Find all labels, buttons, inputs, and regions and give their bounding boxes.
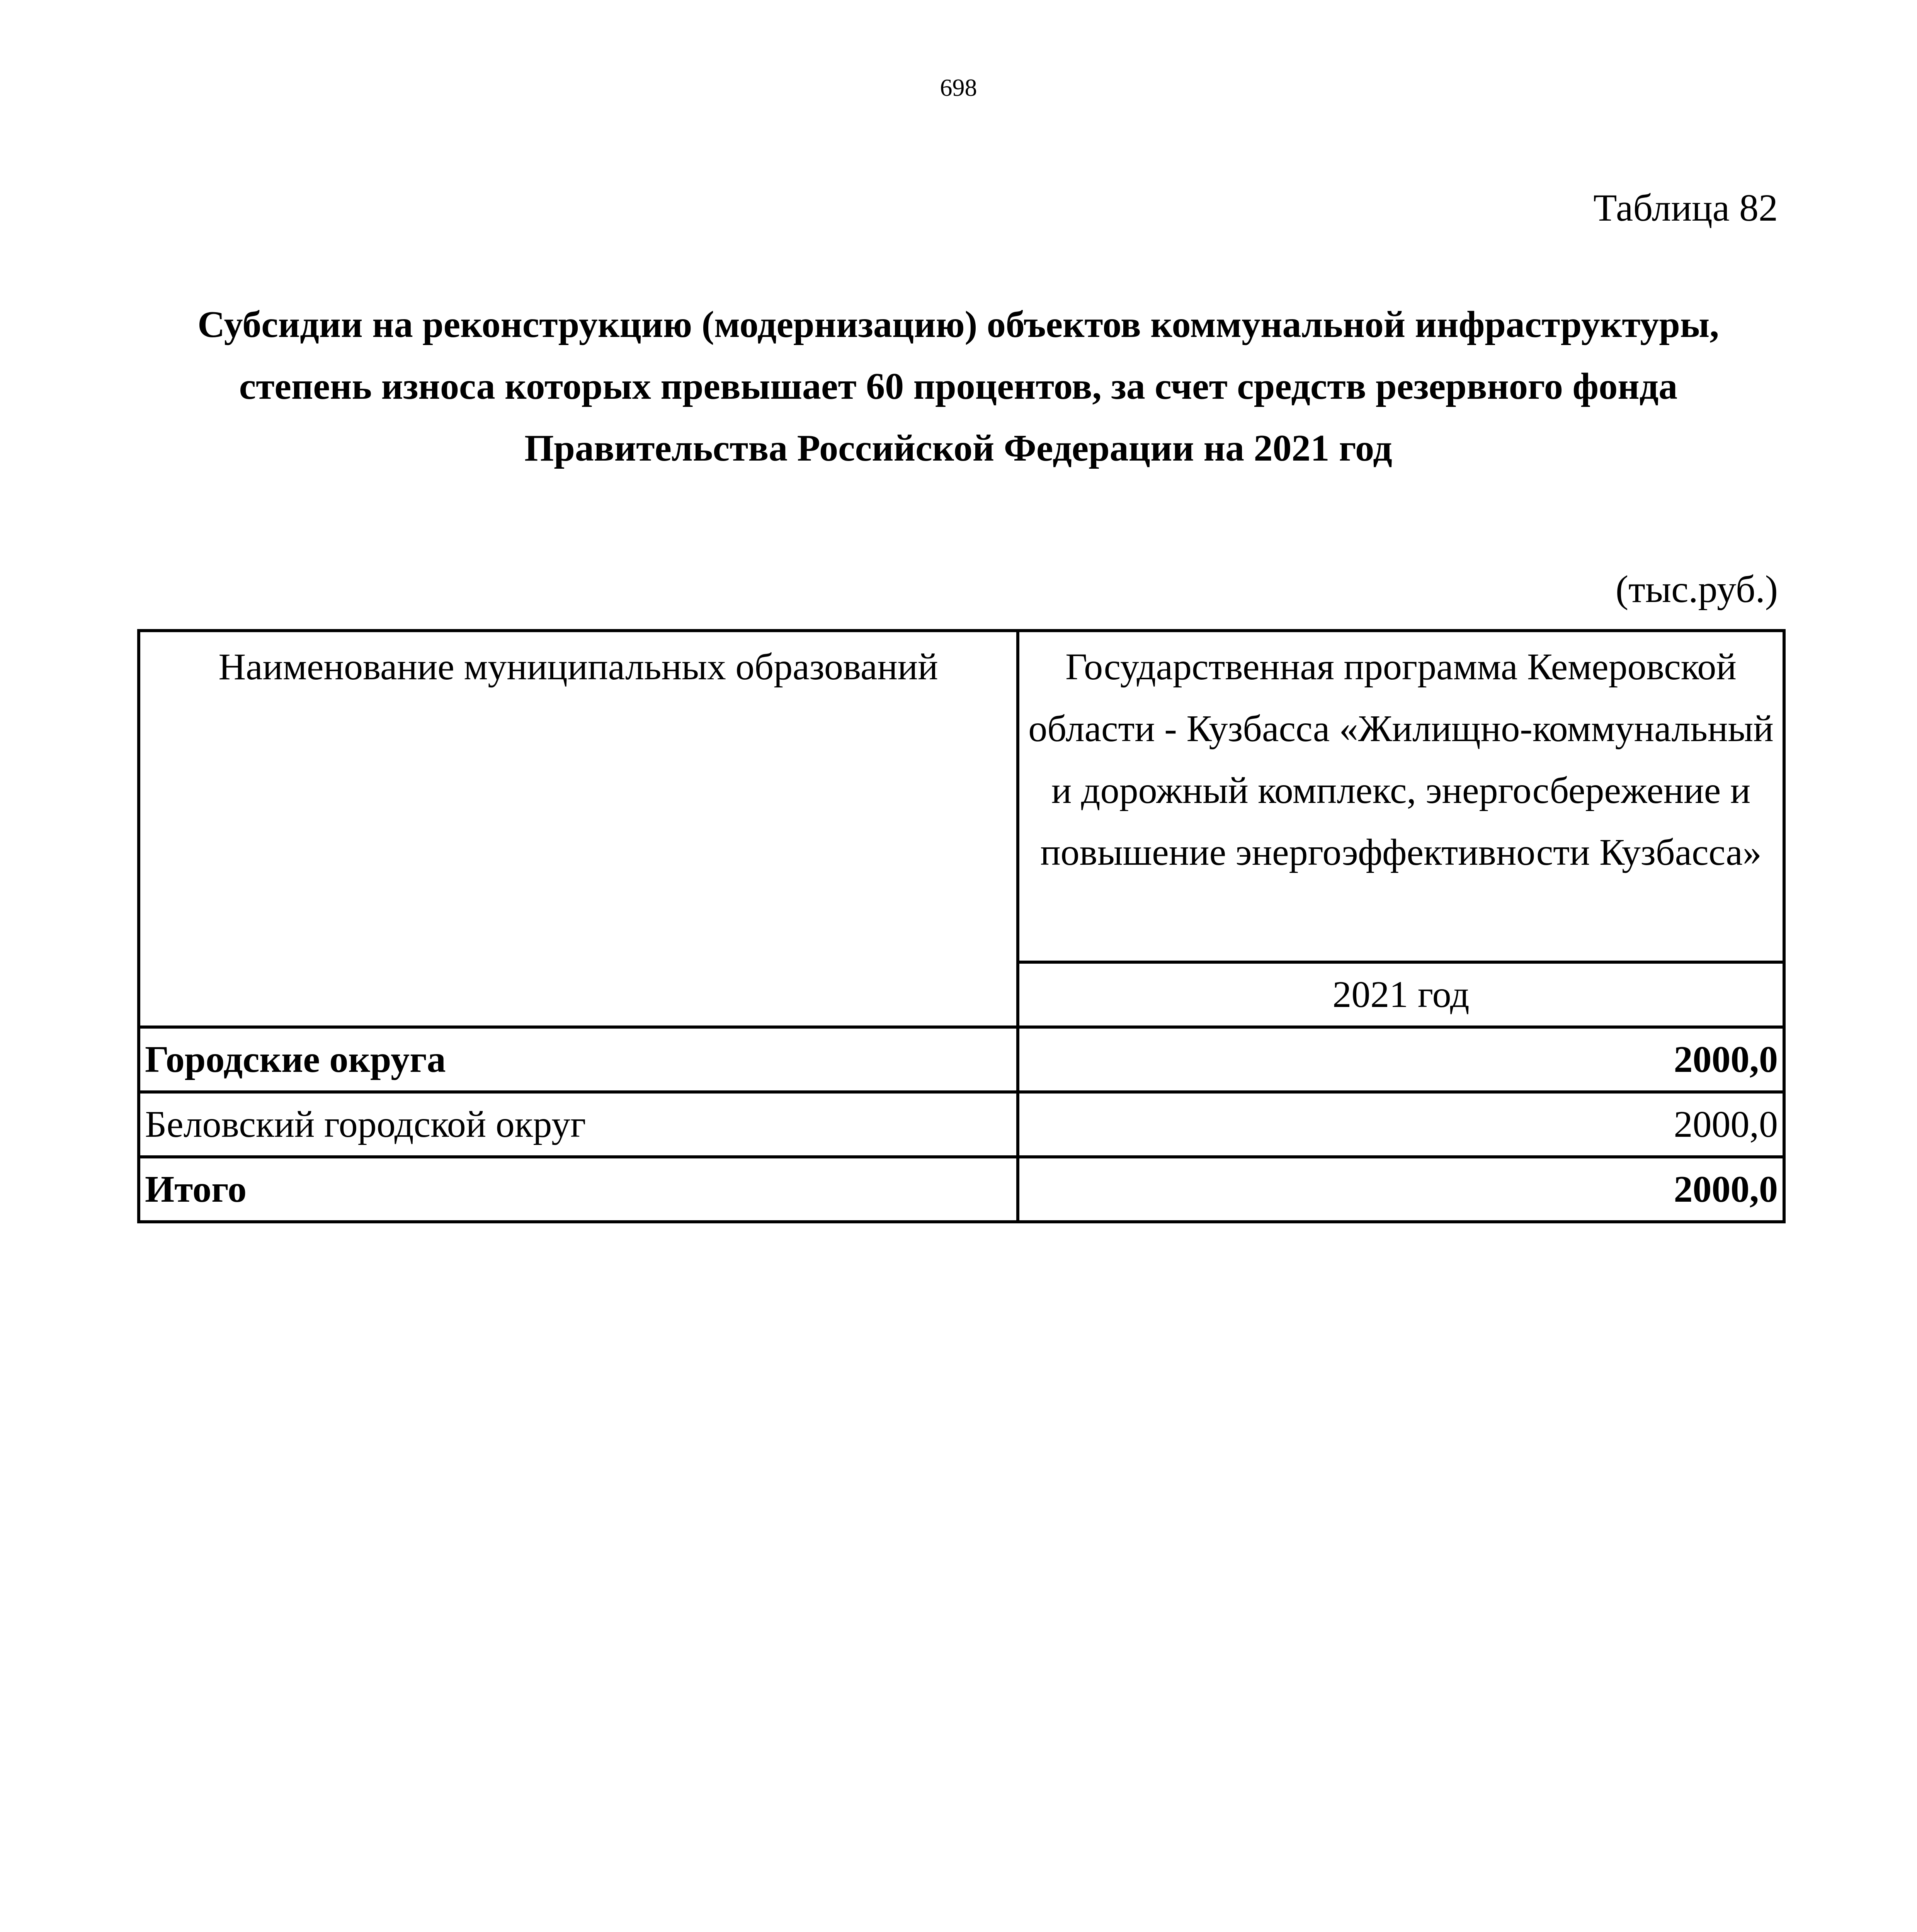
header-municipality: Наименование муниципальных образований — [139, 631, 1018, 1027]
row-value: 2000,0 — [1018, 1157, 1784, 1222]
table-row — [139, 1092, 1784, 1157]
row-value: 2000,0 — [1018, 1092, 1784, 1157]
units-label: (тыс.руб.) — [1615, 568, 1778, 611]
row-name: Беловский городской округ — [139, 1092, 1018, 1157]
row-name: Итого — [139, 1157, 1018, 1222]
table-row — [139, 1027, 1784, 1092]
header-year: 2021 год — [1018, 962, 1784, 1027]
row-value: 2000,0 — [1018, 1027, 1784, 1092]
table-label: Таблица 82 — [1593, 186, 1778, 229]
document-title: Субсидии на реконструкцию (модернизацию) объектов коммунальной инфраструктуры, степень износа которых превышает 60 процентов, за счет средств резервного фонда Правительства Российской Федерации на 2021 год — [197, 304, 1719, 469]
subsidy-table — [137, 629, 1786, 1223]
table-header-row — [139, 631, 1784, 962]
table-row — [139, 1157, 1784, 1222]
row-name: Городские округа — [139, 1027, 1018, 1092]
page-number: 698 — [940, 74, 977, 101]
header-program: Государственная программа Кемеровской области - Кузбасса «Жилищно-коммунальный и дорожный комплекс, энергосбережение и повышение энергоэффективности Кузбасса» — [1018, 631, 1784, 962]
